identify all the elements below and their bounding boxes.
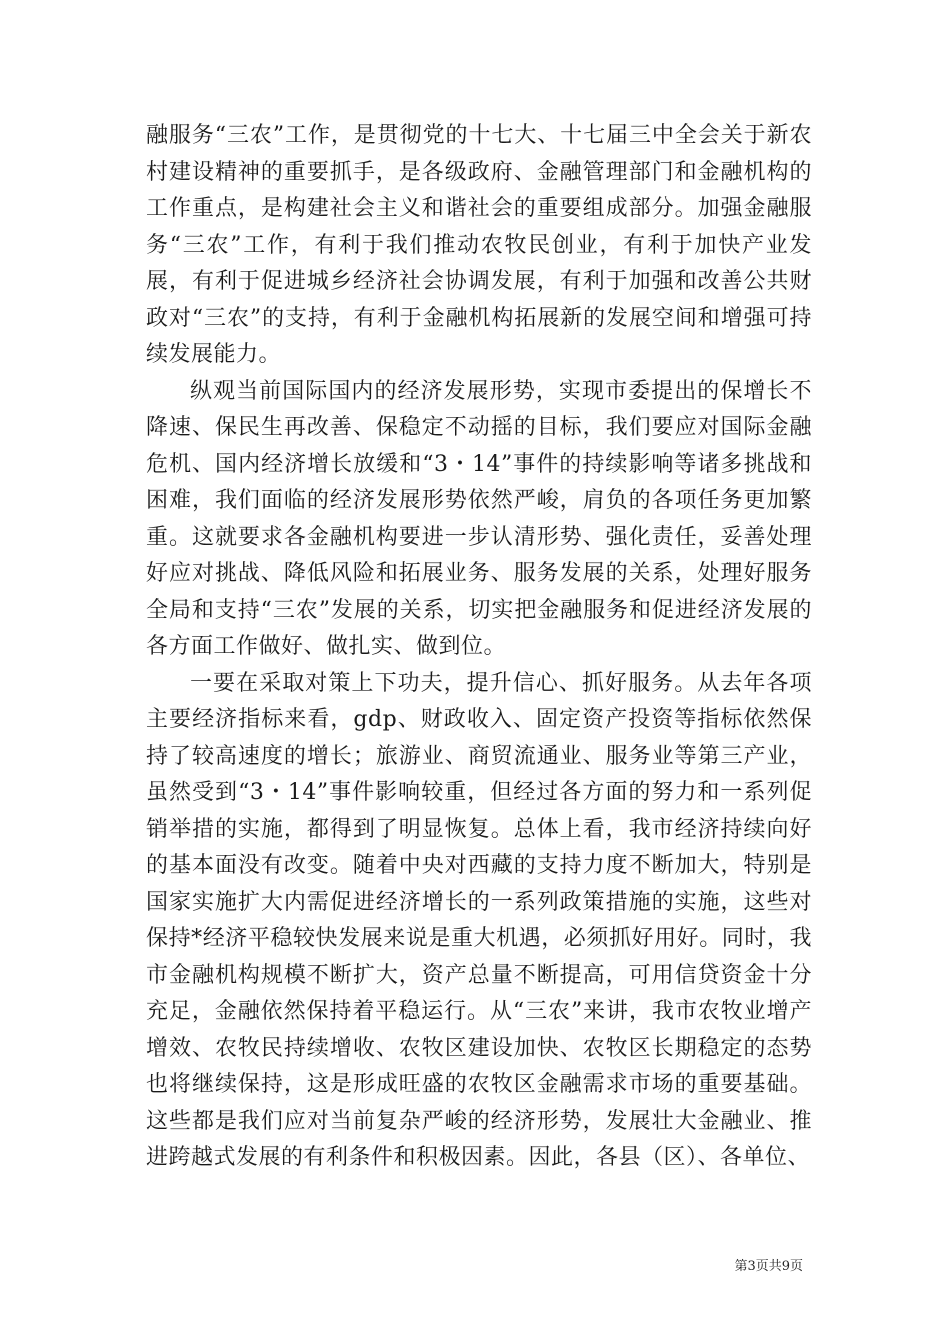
document-body xyxy=(146,118,812,1177)
paragraph-continuation: 融服务“三农”工作，是贯彻党的十七大、十七届三中全会关于新农村建设精神的重要抓手，是各级政府、金融管理部门和金融机构的工作重点，是构建社会主义和谐社会的重要组成部分。加强金融服务“三农”工作，有利于我们推动农牧民创业，有利于加快产业发展，有利于促进城乡经济社会协调发展，有利于加强和改善公共财政对“三农”的支持，有利于金融机构拓展新的发展空间和增强可持续发展能力。 xyxy=(146,123,812,367)
paragraph-economic-situation: 纵观当前国际国内的经济发展形势，实现市委提出的保增长不降速、保民生再改善、保稳定不动摇的目标，我们要应对国际金融危机、国内经济增长放缓和“3・14”事件的持续影响等诸多挑战和困难，我们面临的经济发展形势依然严峻，肩负的各项任务更加繁重。这就要求各金融机构要进一步认清形势、强化责任，妥善处理好应对挑战、降低风险和拓展业务、服务发展的关系，处理好服务全局和支持“三农”发展的关系，切实把金融服务和促进经济发展的各方面工作做好、做扎实、做到位。 xyxy=(146,378,812,659)
paragraph-countermeasures: 一要在采取对策上下功夫，提升信心、抓好服务。从去年各项主要经济指标来看，gdp、财政收入、固定资产投资等指标依然保持了较高速度的增长；旅游业、商贸流通业、服务业等第三产业，虽然受到“3・14”事件影响较重，但经过各方面的努力和一系列促销举措的实施，都得到了明显恢复。总体上看，我市经济持续向好的基本面没有改变。随着中央对西藏的支持力度不断加大，特别是国家实施扩大内需促进经济增长的一系列政策措施的实施，这些对保持*经济平稳较快发展来说是重大机遇，必须抓好用好。同时，我市金融机构规模不断扩大，资产总量不断提高，可用信贷资金十分充足，金融依然保持着平稳运行。从“三农”来讲，我市农牧业增产增效、农牧民持续增收、农牧区建设加快、农牧区长期稳定的态势也将继续保持，这是形成旺盛的农牧区金融需求市场的重要基础。这些都是我们应对当前复杂严峻的经济形势，发展壮大金融业、推进跨越式发展的有利条件和积极因素。因此，各县（区）、各单位、 xyxy=(146,670,812,1170)
page-number: 第3页共9页 xyxy=(734,1259,803,1274)
